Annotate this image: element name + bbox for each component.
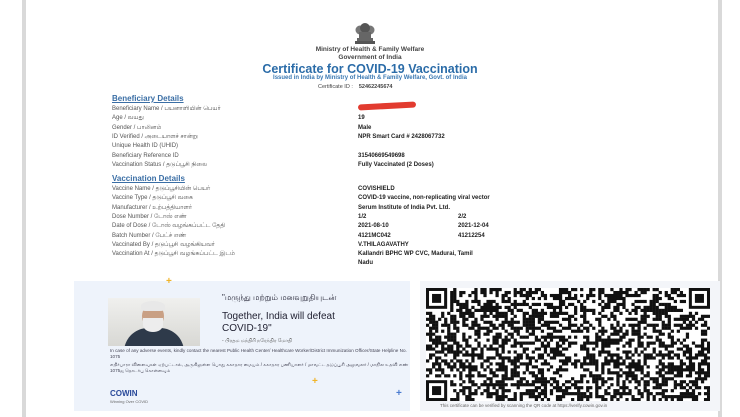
vaccination-label: Vaccination At / தடுப்பூசி வழங்கப்பட்ட இடம் bbox=[112, 251, 235, 258]
vaccination-label: Date of Dose / டோஸ் வழங்கப்பட்ட தேதி bbox=[112, 223, 226, 230]
vaccination-value: 2021-08-10 bbox=[358, 223, 389, 230]
vaccination-value: V.THILAGAVATHY bbox=[358, 241, 409, 248]
beneficiary-details-heading: Beneficiary Details bbox=[112, 94, 184, 103]
beneficiary-label: Vaccination Status / தடுப்பூசி நிலை bbox=[112, 161, 208, 168]
beneficiary-label: Beneficiary Name / பயனாளியின் பெயர் bbox=[112, 106, 221, 112]
plus-decoration-icon: + bbox=[312, 376, 318, 387]
vaccination-value-dose-2: 2021-12-04 bbox=[458, 223, 489, 230]
beneficiary-label: Beneficiary Reference ID bbox=[112, 152, 179, 159]
beneficiary-label: Age / வயது bbox=[112, 115, 144, 122]
quote-attribution: - பிரதம மந்திரி நரேந்திர மோதி bbox=[222, 338, 293, 344]
ministry-line-1: Ministry of Health & Family Welfare bbox=[315, 46, 425, 53]
qr-caption: This certificate can be verified by scanning the QR code at https://verify.cowin.gov.in bbox=[440, 403, 608, 408]
certificate-id bbox=[318, 84, 393, 90]
vaccination-value: Kallandri BPHC WP CVC, Madurai, Tamil bbox=[358, 251, 473, 258]
vaccination-label: Manufacturer / உற்பத்தியாளர் bbox=[112, 204, 192, 211]
vaccination-label: Batch Number / பேட்ச் எண் bbox=[112, 232, 187, 239]
issued-by-line: Issued in India by Ministry of Health & Family Welfare, Govt. of India bbox=[273, 75, 467, 81]
ministry-line-2: Government of India bbox=[338, 54, 402, 61]
plus-decoration-icon: + bbox=[396, 388, 402, 399]
prime-minister-portrait bbox=[108, 298, 200, 346]
quote-tamil: "மருந்து மற்றும் மனவுறுதியுடன் bbox=[222, 293, 337, 302]
vaccination-value-dose-2: 41212254 bbox=[458, 232, 485, 239]
vaccination-details-heading: Vaccination Details bbox=[112, 174, 185, 183]
cowin-logo: COWIN bbox=[110, 389, 138, 398]
beneficiary-value: Fully Vaccinated (2 Doses) bbox=[358, 161, 434, 168]
vaccination-value: COVID-19 vaccine, non-replicating viral vector bbox=[358, 195, 490, 202]
ministry-heading bbox=[0, 46, 740, 62]
beneficiary-row bbox=[112, 160, 552, 170]
beneficiary-value: 19 bbox=[358, 115, 365, 122]
adverse-events-english: In case of any adverse events, kindly contact the nearest Public Health Center/ Healthcare Worker/District Immunization Officer/State Helpline No. 1075 bbox=[110, 348, 407, 359]
beneficiary-value: 31540669549698 bbox=[358, 152, 405, 159]
vaccination-label: Dose Number / டோஸ் எண் bbox=[112, 213, 187, 220]
beneficiary-value: Male bbox=[358, 124, 372, 131]
plus-decoration-icon: + bbox=[166, 276, 172, 287]
vaccination-row bbox=[112, 258, 552, 268]
qr-code[interactable] bbox=[426, 288, 710, 401]
vaccination-value-dose-2: 2/2 bbox=[458, 213, 467, 220]
beneficiary-value: NPR Smart Card # 2428067732 bbox=[358, 133, 445, 140]
vaccination-value: Nadu bbox=[358, 260, 373, 267]
beneficiary-label: Gender / பாலினம் bbox=[112, 124, 162, 131]
vaccination-label: Vaccine Name / தடுப்பூசியின் பெயர் bbox=[112, 186, 211, 192]
vaccination-label: Vaccinated By / தடுப்பூசி வழங்கியவர் bbox=[112, 241, 215, 248]
vaccination-value: 4121MC042 bbox=[358, 232, 391, 239]
adverse-events-tamil: எதிர்பாரா விளைவுகள் ஏற்பட்டால், அருகிலுள்ள பொது சுகாதார மையம் / சுகாதார பணியாளர் / மாவட்ட தடுப்பூசி அலுவலர் / மாநில உதவி எண் 1075ஐ தொடர்பு கொள்ளவும் bbox=[110, 362, 409, 373]
vaccination-label: Vaccine Type / தடுப்பூசி வகை bbox=[112, 195, 193, 202]
certificate-id-label: Certificate ID : bbox=[318, 84, 353, 90]
cowin-tagline: Winning Over COVID bbox=[110, 399, 149, 404]
national-emblem-icon bbox=[348, 20, 382, 46]
quote-english: Together, India will defeat COVID-19" bbox=[222, 311, 335, 334]
certificate-title: Certificate for COVID-19 Vaccination bbox=[262, 62, 478, 76]
vaccination-value: COVISHIELD bbox=[358, 186, 395, 192]
vaccination-value: 1/2 bbox=[358, 213, 367, 220]
beneficiary-label: ID Verified / அடையாளச் சான்று bbox=[112, 133, 198, 140]
vaccination-value: Serum Institute of India Pvt. Ltd. bbox=[358, 204, 451, 211]
beneficiary-label: Unique Health ID (UHID) bbox=[112, 143, 179, 150]
certificate-id-value: 52462245674 bbox=[358, 84, 393, 90]
